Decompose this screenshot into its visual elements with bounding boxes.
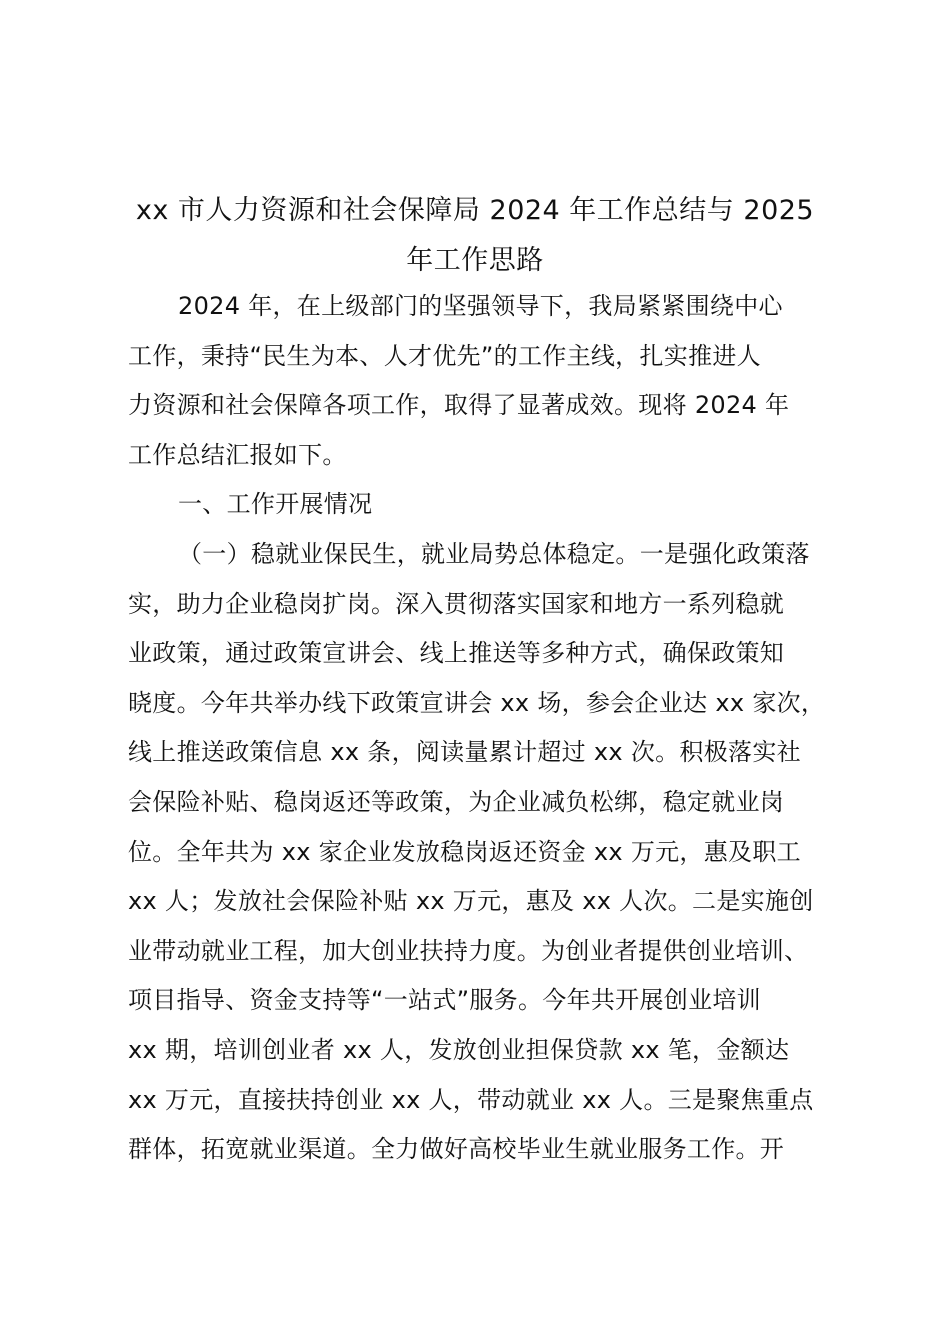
paragraph-line: 工作总结汇报如下。 [128,440,347,469]
document-title [110,186,840,286]
section-heading [128,480,828,530]
intro-paragraph [128,282,828,480]
paragraph-line: 业政策，通过政策宣讲会、线上推送等多种方式，确保政策知 [128,639,785,668]
subsection-paragraph [128,530,828,1175]
paragraph-line: xx 期，培训创业者 xx 人，发放创业担保贷款 xx 笔，金额达 [128,1035,790,1064]
paragraph-line: 项目指导、资金支持等“一站式”服务。今年共开展创业培训 [128,986,761,1015]
paragraph-line: 群体，拓宽就业渠道。全力做好高校毕业生就业服务工作。开 [128,1135,785,1164]
paragraph-line: 线上推送政策信息 xx 条，阅读量累计超过 xx 次。积极落实社 [128,738,801,767]
title-line: xx 市人力资源和社会保障局 2024 年工作总结与 2025 [135,195,815,226]
paragraph-line: （一）稳就业保民生，就业局势总体稳定。一是强化政策落 [178,539,810,568]
paragraph-line: 2024 年，在上级部门的坚强领导下，我局紧紧围绕中心 [178,292,783,320]
paragraph-line: xx 人；发放社会保险补贴 xx 万元，惠及 xx 人次。二是实施创 [128,887,814,916]
paragraph-line: 力资源和社会保障各项工作，取得了显著成效。现将 2024 年 [128,391,790,420]
paragraph-line: 实，助力企业稳岗扩岗。深入贯彻落实国家和地方一系列稳就 [128,589,785,618]
section-heading-text: 一、工作开展情况 [178,490,373,519]
paragraph-line: xx 万元，直接扶持创业 xx 人，带动就业 xx 人。三是聚焦重点 [128,1085,814,1114]
paragraph-line: 会保险补贴、稳岗返还等政策，为企业减负松绑，稳定就业岗 [128,787,785,816]
paragraph-line: 晓度。今年共举办线下政策宣讲会 xx 场，参会企业达 xx 家次， [128,688,826,717]
paragraph-line: 工作，秉持“民生为本、人才优先”的工作主线，扎实推进人 [128,341,761,370]
paragraph-line: 位。全年共为 xx 家企业发放稳岗返还资金 xx 万元，惠及职工 [128,837,801,866]
title-line: 年工作思路 [406,245,544,276]
document-body [128,282,828,1175]
paragraph-line: 业带动就业工程，加大创业扶持力度。为创业者提供创业培训、 [128,936,809,965]
